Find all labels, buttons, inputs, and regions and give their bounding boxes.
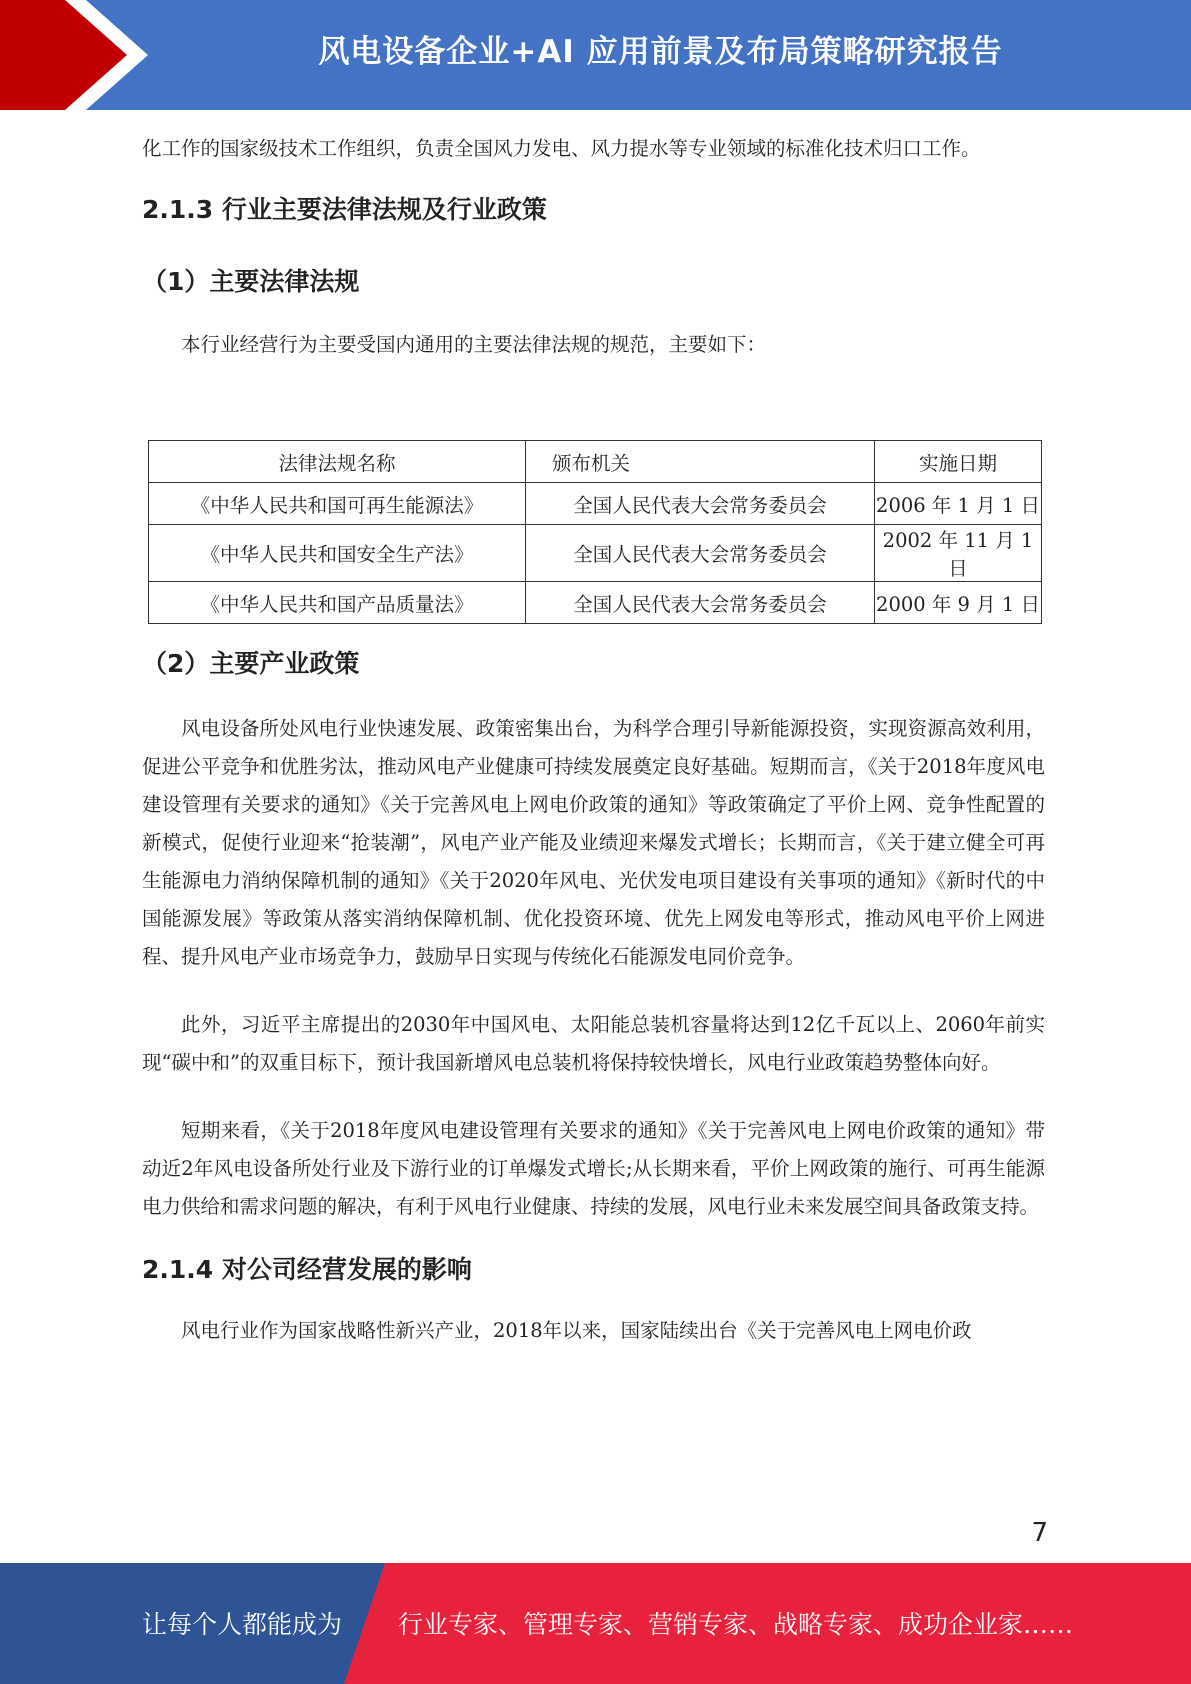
table-header-row: [149, 441, 1042, 483]
subheading-policies: （2）主要产业政策: [142, 649, 360, 678]
table-header-cell: 实施日期: [875, 441, 1042, 483]
table-cell: 《中华人民共和国产品质量法》: [149, 582, 526, 624]
footer-slogan-right: 行业专家、管理专家、营销专家、战略专家、成功企业家……: [398, 1610, 1074, 1639]
paragraph-impact: 风电行业作为国家战略性新兴产业，2018年以来，国家陆续出台《关于完善风电上网电价政: [181, 1319, 972, 1342]
page-content: [142, 130, 1045, 364]
table-header-cell: 颁布机关: [526, 441, 875, 483]
table-header-cell: 法律法规名称: [149, 441, 526, 483]
section-heading-2-1-4: 2.1.4 对公司经营发展的影响: [142, 1255, 472, 1284]
table-cell: 全国人民代表大会常务委员会: [526, 582, 875, 624]
footer-slogan-left: 让每个人都能成为: [142, 1610, 343, 1639]
table-cell: 2006 年 1 月 1 日: [875, 483, 1042, 525]
table-row: [149, 582, 1042, 624]
table-row: [149, 525, 1042, 582]
paragraph-carbon-goals: 此外，习近平主席提出的2030年中国风电、太阳能总装机容量将达到12亿千瓦以上、2060年前实现“碳中和”的双重目标下，预计我国新增风电总装机将保持较快增长，风电行业政策趋势整体向好。: [142, 1013, 1045, 1074]
paragraph-laws-intro: 本行业经营行为主要受国内通用的主要法律法规的规范，主要如下：: [181, 333, 767, 356]
page-number: 7: [1031, 1518, 1048, 1548]
paragraph-short-long-term: 短期来看，《关于2018年度风电建设管理有关要求的通知》《关于完善风电上网电价政策的通知》带动近2年风电设备所处行业及下游行业的订单爆发式增长;从长期来看，平价上网政策的施行、可再生能源电力供给和需求问题的解决，有利于风电行业健康、持续的发展，风电行业未来发展空间具备政策支持。: [142, 1119, 1045, 1218]
section-heading-2-1-3: 2.1.3 行业主要法律法规及行业政策: [142, 195, 547, 224]
table-cell: 《中华人民共和国可再生能源法》: [149, 483, 526, 525]
table-row: [149, 483, 1042, 525]
subheading-laws: （1）主要法律法规: [142, 267, 360, 296]
paragraph-policies: 风电设备所处风电行业快速发展、政策密集出台，为科学合理引导新能源投资，实现资源高效利用，促进公平竞争和优胜劣汰，推动风电产业健康可持续发展奠定良好基础。短期而言，《关于2018年度风电建设管理有关要求的通知》《关于完善风电上网电价政策的通知》等政策确定了平价上网、竞争性配置的新模式，促使行业迎来“抢装潮”，风电产业产能及业绩迎来爆发式增长；长期而言，《关于建立健全可再生能源电力消纳保障机制的通知》《关于2020年风电、光伏发电项目建设有关事项的通知》《新时代的中国能源发展》等政策从落实消纳保障机制、优化投资环境、优先上网发电等形式，推动风电平价上网进程、提升风电产业市场竞争力，鼓励早日实现与传统化石能源发电同价竞争。: [142, 717, 1045, 968]
report-title: 风电设备企业+AI 应用前景及布局策略研究报告: [318, 34, 1003, 70]
table-cell: 2000 年 9 月 1 日: [875, 582, 1042, 624]
table-cell: 《中华人民共和国安全生产法》: [149, 525, 526, 582]
laws-table: [148, 440, 1042, 624]
page-footer: [0, 1563, 1191, 1684]
table-cell: 全国人民代表大会常务委员会: [526, 483, 875, 525]
table-cell: 全国人民代表大会常务委员会: [526, 525, 875, 582]
paragraph-intro-continued: 化工作的国家级技术工作组织，负责全国风力发电、风力提水等专业领域的标准化技术归口工作。: [142, 137, 981, 160]
table-cell: 2002 年 11 月 1 日: [875, 525, 1042, 582]
page-content-lower: [142, 640, 1045, 1350]
page-header: [0, 0, 1191, 110]
